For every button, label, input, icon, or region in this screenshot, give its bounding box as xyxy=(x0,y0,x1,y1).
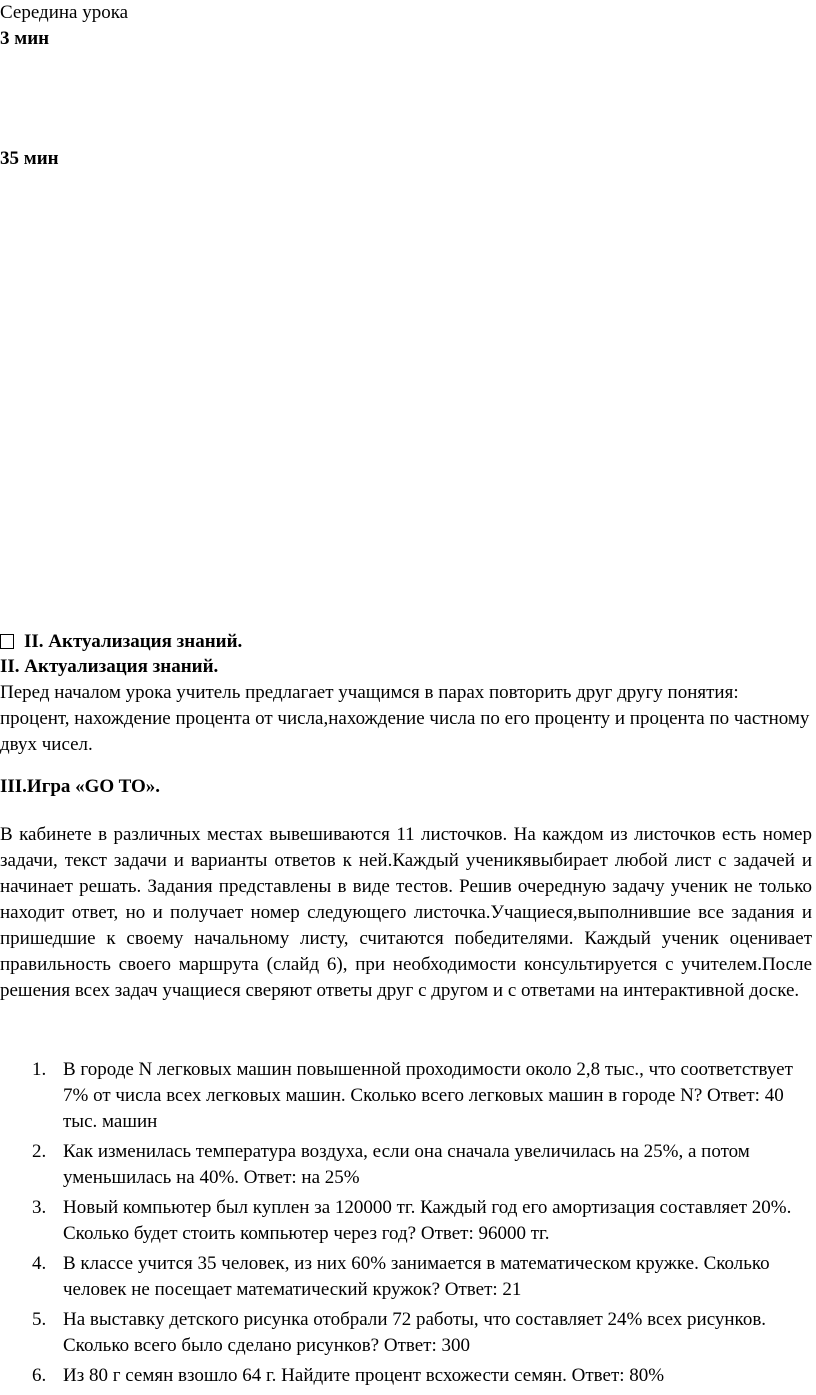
section3-paragraph xyxy=(0,822,812,1004)
section2-bullet-heading xyxy=(0,629,242,655)
time-label-3-min: 3 мин xyxy=(0,28,50,49)
section3-heading: III.Игра «GO TO». xyxy=(0,776,160,797)
section2-heading: II. Актуализация знаний. xyxy=(0,656,219,677)
checkbox-bullet-icon xyxy=(0,634,14,649)
task-number: 4. xyxy=(32,1253,47,1274)
section2-bullet-heading-text: II. Актуализация знаний. xyxy=(24,631,243,652)
task-number: 1. xyxy=(32,1059,47,1080)
list-item xyxy=(0,1195,812,1247)
task-text: В городе N легковых машин повышенной проходимости около 2,8 тыс., что соответствует 7% от числа всех легковых машин. Сколько всего легковых машин в городе N? Ответ: 40 тыс. машин xyxy=(63,1059,793,1132)
list-item xyxy=(0,1057,812,1135)
list-item xyxy=(0,1139,812,1191)
section3-text: В кабинете в различных местах вывешиваются 11 листочков. На каждом из листочков есть номер задачи, текст задачи и варианты ответов к ней.Каждый ученикявыбирает любой лист с задачей и начинает решать. Задания представлены в виде тестов. Решив очередную задачу ученик не только находит ответ, но и получает номер следующего листочка.Учащиеся,выполнившие все задания и пришедшие к своему начальному листу, считаются победителями. Каждый ученик оценивает правильность своего маршрута (слайд 6), при необходимости консультируется с учителем.После решения всех задач учащиеся сверяют ответы друг с другом и с ответами на интерактивной доске. xyxy=(0,824,812,1001)
section2-text: Перед началом урока учитель предлагает учащимся в парах повторить друг другу понятия: процент, нахождение процента от числа,нахождение числа по его проценту и процента по частному двух чисел. xyxy=(0,682,810,755)
task-list xyxy=(0,1057,812,1393)
list-item xyxy=(0,1251,812,1303)
task-number: 5. xyxy=(32,1309,47,1330)
time-label-35-min: 35 мин xyxy=(0,148,59,169)
section2-paragraph xyxy=(0,680,812,758)
task-text: Новый компьютер был куплен за 120000 тг. Каждый год его амортизация составляет 20%. Сколько будет стоить компьютер через год? Ответ: 96000 тг. xyxy=(63,1197,792,1244)
task-text: На выставку детского рисунка отобрали 72 работы, что составляет 24% всех рисунков. Сколько всего было сделано рисунков? Ответ: 300 xyxy=(63,1309,767,1356)
task-text: В классе учится 35 человек, из них 60% занимается в математическом кружке. Сколько человек не посещает математический кружок? Ответ: 21 xyxy=(63,1253,770,1300)
task-text: Из 80 г семян взошло 64 г. Найдите процент всхожести семян. Ответ: 80% xyxy=(63,1365,665,1386)
task-number: 6. xyxy=(32,1365,47,1386)
task-text: Как изменилась температура воздуха, если она сначала увеличилась на 25%, а потом уменьшилась на 40%. Ответ: на 25% xyxy=(63,1141,750,1188)
list-item xyxy=(0,1363,812,1389)
lesson-stage-label: Середина урока xyxy=(0,2,129,23)
list-item xyxy=(0,1307,812,1359)
task-number: 2. xyxy=(32,1141,47,1162)
task-number: 3. xyxy=(32,1197,47,1218)
